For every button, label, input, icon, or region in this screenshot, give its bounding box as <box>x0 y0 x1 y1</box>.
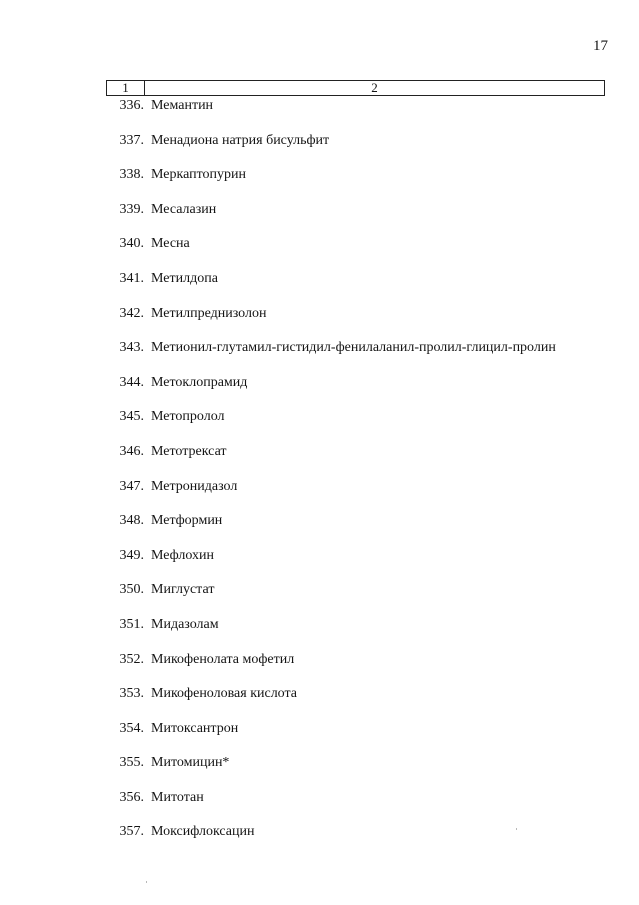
page-number: 17 <box>593 38 608 54</box>
item-number: 345. <box>119 409 144 425</box>
item-number: 349. <box>119 547 144 563</box>
list-item <box>106 443 606 478</box>
item-number: 357. <box>119 824 144 840</box>
table-column-header <box>106 80 605 96</box>
list-item <box>106 235 606 270</box>
item-name: Митомицин* <box>151 755 230 771</box>
list-item <box>106 547 606 582</box>
item-name: Митотан <box>151 789 204 805</box>
item-name: Метопролол <box>151 409 225 425</box>
list-item <box>106 789 606 824</box>
list-item <box>106 305 606 340</box>
item-number: 356. <box>119 789 144 805</box>
list-item <box>106 97 606 132</box>
item-number: 340. <box>119 236 144 252</box>
list-item <box>106 581 606 616</box>
item-name: Мидазолам <box>151 616 219 632</box>
item-name: Мефлохин <box>151 547 214 563</box>
list-item <box>106 478 606 513</box>
item-number: 339. <box>119 201 144 217</box>
item-number: 353. <box>119 686 144 702</box>
item-number: 347. <box>119 478 144 494</box>
column-header-1: 1 <box>107 81 145 95</box>
list-item <box>106 685 606 720</box>
item-name: Меркаптопурин <box>151 167 246 183</box>
item-name: Микофенолата мофетил <box>151 651 295 667</box>
list-item <box>106 132 606 167</box>
list-item <box>106 408 606 443</box>
item-number: 350. <box>119 582 144 598</box>
item-name: Метоклопрамид <box>151 374 248 390</box>
list-item <box>106 270 606 305</box>
item-name: Миглустат <box>151 582 215 598</box>
list-item <box>106 754 606 789</box>
list-item <box>106 339 606 374</box>
item-number: 343. <box>119 340 144 356</box>
item-number: 355. <box>119 755 144 771</box>
item-number: 354. <box>119 720 144 736</box>
list-item <box>106 201 606 236</box>
list-item <box>106 166 606 201</box>
item-number: 336. <box>119 98 144 113</box>
item-name: Метформин <box>151 513 223 529</box>
item-name: Месалазин <box>151 201 217 217</box>
item-number: 346. <box>119 443 144 459</box>
list-item <box>106 512 606 547</box>
item-name: Метронидазол <box>151 478 238 494</box>
item-name: Моксифлоксацин <box>151 824 255 840</box>
item-name: Метотрексат <box>151 443 227 459</box>
item-name: Менадиона натрия бисульфит <box>151 132 330 148</box>
item-number: 337. <box>119 132 144 148</box>
item-name: Митоксантрон <box>151 720 239 736</box>
item-number: 348. <box>119 513 144 529</box>
item-number: 344. <box>119 374 144 390</box>
item-number: 338. <box>119 167 144 183</box>
item-name: Мемантин <box>151 98 214 113</box>
item-number: 341. <box>119 270 144 286</box>
item-number: 352. <box>119 651 144 667</box>
item-number: 342. <box>119 305 144 321</box>
scan-speck <box>516 828 517 830</box>
item-name: Метилпреднизолон <box>151 305 267 321</box>
column-header-2: 2 <box>371 80 378 95</box>
item-name: Метилдопа <box>151 270 218 286</box>
item-number: 351. <box>119 616 144 632</box>
scan-speck <box>146 881 147 883</box>
drug-list <box>106 97 606 858</box>
item-name: Месна <box>151 236 190 252</box>
list-item <box>106 651 606 686</box>
list-item <box>106 823 606 858</box>
item-name: Метионил-глутамил-гистидил-фенилаланил-пролил-глицил-пролин <box>151 340 556 356</box>
list-item <box>106 374 606 409</box>
item-name: Микофеноловая кислота <box>151 686 298 702</box>
list-item <box>106 616 606 651</box>
list-item <box>106 720 606 755</box>
